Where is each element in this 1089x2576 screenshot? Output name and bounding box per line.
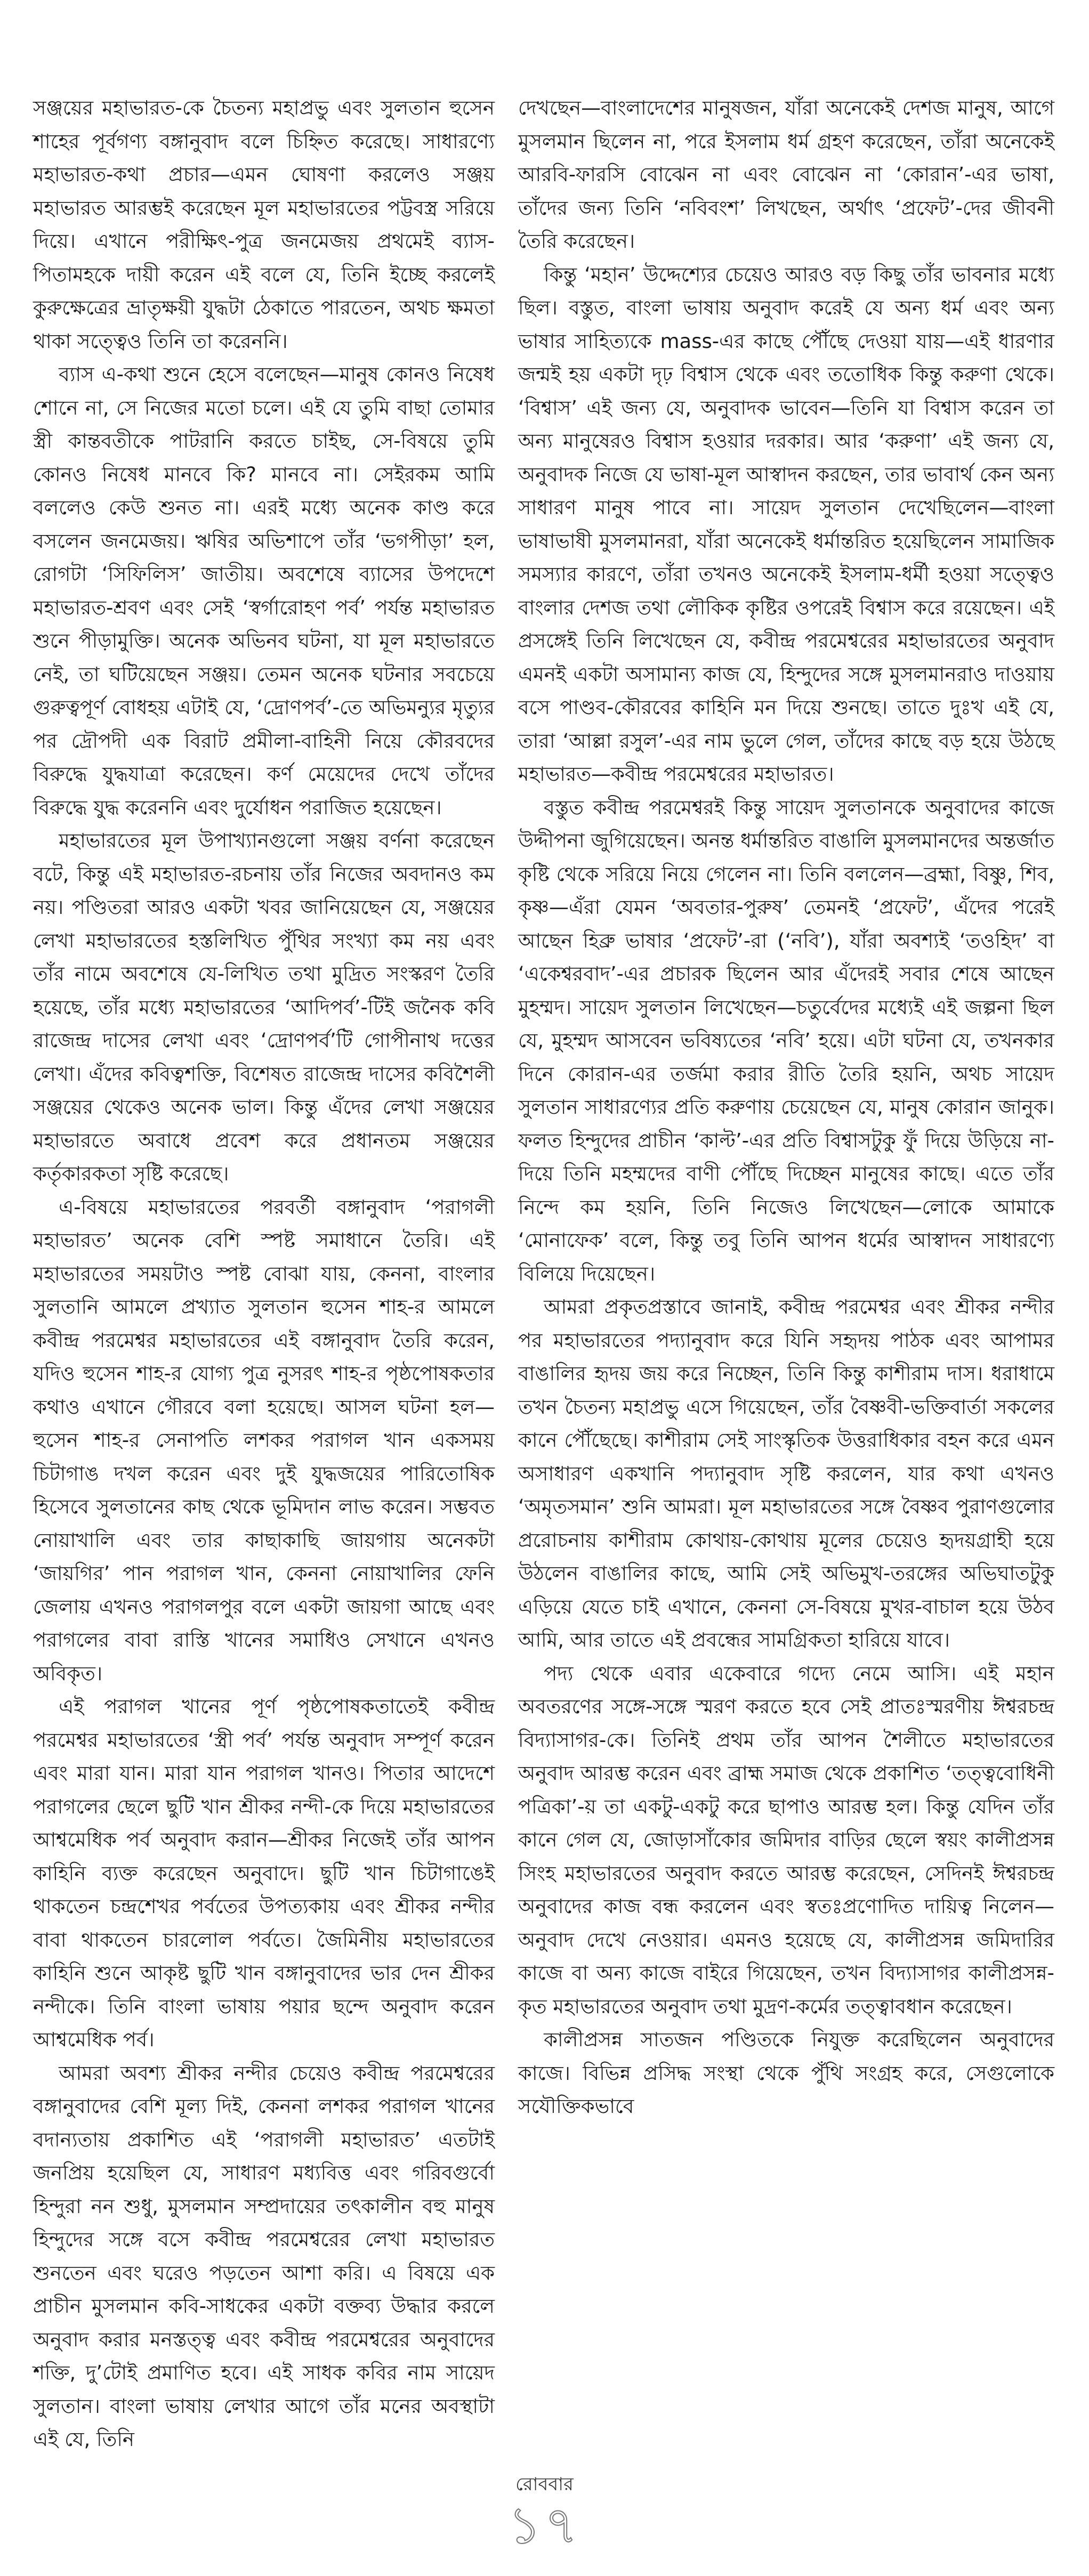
paragraph: কিন্তু ‘মহান’ উদ্দেশ্যের চেয়েও আরও বড় কিছু তাঁর ভাবনার মধ্যে ছিল। বস্তুত, বাংলা ভাষায় অনুবাদ করেই যে অন্য ধর্ম এবং অন্য ভাষার সাহিত্যকে mass-এর কাছে পৌঁছে দেওয়া যায়—এই ধারণার জন্মই হয় একটা দৃঢ় বিশ্বাস থেকে এবং ততোধিক কিন্তু করুণা থেকে। ‘বিশ্বাস’ এই জন্য যে, অনুবাদক ভাবেন—তিনি যা বিশ্বাস করেন তা অন্য মানুষেরও বিশ্বাস হওয়ার দরকার। আর ‘করুণা’ এই জন্য যে, অনুবাদক নিজে যে ভাষা-মূল আস্বাদন করছেন, তার ভাবার্থ কেন অন্য সাধারণ মানুষ পাবে না। সায়েদ সুলতান দেখেছিলেন—বাংলা ভাষাভাষী মুসলমানরা, যাঁরা অনেকেই ধর্মান্তরিত হয়েছিলেন সামাজিক সমস্যার কারণে, তাঁরা তখনও অনেকেই ইসলাম-ধর্মী হওয়া সত্ত্বেও বাংলার দেশজ তথা লৌকিক কৃষ্টির ওপরেই বিশ্বাস করে রয়েছেন। এই প্রসঙ্গেই তিনি লিখেছেন যে, কবীন্দ্র পরমেশ্বরের মহাভারতের অনুবাদ এমনই একটা অসামান্য কাজ যে, হিন্দুদের সঙ্গে মুসলমানরাও দাওয়ায় বসে পাণ্ডব-কৌরবের কাহিনি মন দিয়ে শুনছে। তাতে দুঃখ এই যে, তারা ‘আল্লা রসুল’-এর নাম ভুলে গেল, তাঁদের কাছে বড় হয়ে উঠছে মহাভারত—কবীন্দ্র পরমেশ্বরের মহাভারত। (518, 263, 1054, 785)
paragraph: কালীপ্রসন্ন সাতজন পণ্ডিতকে নিযুক্ত করেছিলেন অনুবাদের কাজে। বিভিন্ন প্রসিদ্ধ সংস্থা থেকে পুঁথি সংগ্রহ করে, সেগুলোকে সযৌক্তিকভাবে (518, 2028, 1054, 2118)
paragraph: এ-বিষয়ে মহাভারতের পরবর্তী বঙ্গানুবাদ ‘পরাগলী মহাভারত’ অনেক বেশি স্পষ্ট সমাধানে তৈরি। এই মহাভারতের সময়টাও স্পষ্ট বোঝা যায়, কেননা, বাংলার সুলতানি আমলে প্রখ্যাত সুলতান হুসেন শাহ-র আমলে কবীন্দ্র পরমেশ্বর মহাভারতের এই বঙ্গানুবাদ তৈরি করেন, যদিও হুসেন শাহ-র যোগ্য পুত্র নুসরৎ শাহ-র পৃষ্ঠপোষকতার কথাও এখানে গৌরবে বলা হয়েছে। আসল ঘটনা হল—হুসেন শাহ-র সেনাপতি লশকর পরাগল খান একসময় চিটাগাঙ দখল করেন এবং দুই যুদ্ধজয়ের পারিতোষিক হিসেবে সুলতানের কাছ থেকে ভূমিদান লাভ করেন। সম্ভবত নোয়াখালি এবং তার কাছাকাছি জায়গায় অনেকটা ‘জায়গির’ পান পরাগল খান, কেননা নোয়াখালির ফেনি জেলায় এখনও পরাগলপুর বলে একটা জায়গা আছে এবং পরাগলের বাবা রাস্তি খানের সমাধিও সেখানে এখনও অবিকৃত। (33, 1195, 495, 1685)
page-footer (0, 2457, 1089, 2555)
paragraph: আমরা অবশ্য শ্রীকর নন্দীর চেয়েও কবীন্দ্র পরমেশ্বরের বঙ্গানুবাদের বেশি মূল্য দিই, কেননা লশকর পরাগল খানের বদান্যতায় প্রকাশিত এই ‘পরাগলী মহাভারত’ এতটাই জনপ্রিয় হয়েছিল যে, সাধারণ মধ্যবিত্ত এবং গরিবগুর্বো হিন্দুরা নন শুধু, মুসলমান সম্প্রদায়ের তৎকালীন বহু মানুষ হিন্দুদের সঙ্গে বসে কবীন্দ্র পরমেশ্বরের লেখা মহাভারত শুনতেন এবং ঘরেও পড়তেন আশা করি। এ বিষয়ে এক প্রাচীন মুসলমান কবি-সাধকের একটা বক্তব্য উদ্ধার করলে অনুবাদ করার মনস্তত্ত্ব এবং কবীন্দ্র পরমেশ্বরের অনুবাদের শক্তি, দু’টোই প্রমাণিত হবে। এই সাধক কবির নাম সায়েদ সুলতান। বাংলা ভাষায় লেখার আগে তাঁর মনের অবস্থাটা এই যে, তিনি (33, 2061, 495, 2451)
paragraph: দেখছেন—বাংলাদেশের মানুষজন, যাঁরা অনেকেই দেশজ মানুষ, আগে মুসলমান ছিলেন না, পরে ইসলাম ধর্ম গ্রহণ করেছেন, তাঁরা অনেকেই আরবি-ফারসি বোঝেন না এবং বোঝেন না ‘কোরান’-এর ভাষা, তাঁদের জন্য তিনি ‘নবিবংশ’ লিখছেন, অর্থাৎ ‘প্রফেট’-দের জীবনী তৈরি করেছেন। (518, 96, 1054, 253)
article-column-left (33, 92, 495, 2457)
article-column-right (518, 92, 1054, 2124)
paragraph: পদ্য থেকে এবার একেবারে গদ্যে নেমে আসি। এই মহান অবতরণের সঙ্গে-সঙ্গে স্মরণ করতে হবে সেই প্রাতঃস্মরণীয় ঈশ্বরচন্দ্র বিদ্যাসাগর-কে। তিনিই প্রথম তাঁর আপন শৈলীতে মহাভারতের অনুবাদ আরম্ভ করেন এবং ব্রাহ্ম সমাজ থেকে প্রকাশিত ‘তত্ত্ববোধিনী পত্রিকা’-য় তা একটু-একটু করে ছাপাও আরম্ভ হল। কিন্তু যেদিন তাঁর কানে গেল যে, জোড়াসাঁকোর জমিদার বাড়ির ছেলে স্বয়ং কালীপ্রসন্ন সিংহ মহাভারতের অনুবাদ করতে আরম্ভ করেছেন, সেদিনই ঈশ্বরচন্দ্র অনুবাদের কাজ বন্ধ করলেন এবং স্বতঃপ্রণোদিত দায়িত্ব নিলেন—অনুবাদ দেখে নেওয়ার। এমনও হয়েছে যে, কালীপ্রসন্ন জমিদারির কাজে বা অন্য কাজে বাইরে গিয়েছেন, তখন বিদ্যাসাগর কালীপ্রসন্ন-কৃত মহাভারতের অনুবাদ তথা মুদ্রণ-কর্মের তত্ত্বাবধান করেছেন। (518, 1662, 1054, 2018)
paragraph: এই পরাগল খানের পূর্ণ পৃষ্ঠপোষকতাতেই কবীন্দ্র পরমেশ্বর মহাভারতের ‘স্ত্রী পর্ব’ পর্যন্ত অনুবাদ সম্পূর্ণ করেন এবং মারা যান। মারা যান পরাগল খানও। পিতার আদেশে পরাগলের ছেলে ছুটি খান শ্রীকর নন্দী-কে দিয়ে মহাভারতের আশ্বমেধিক পর্ব অনুবাদ করান—শ্রীকর নিজেই তাঁর আপন কাহিনি ব্যক্ত করেছেন অনুবাদে। ছুটি খান চিটাগাঙেই থাকতেন চন্দ্রশেখর পর্বতের উপত্যকায় এবং শ্রীকর নন্দীর বাবা থাকতেন চারলোল পর্বতে। জৈমিনীয় মহাভারতের কাহিনি শুনে আকৃষ্ট ছুটি খান বঙ্গানুবাদের ভার দেন শ্রীকর নন্দীকে। তিনি বাংলা ভাষায় পয়ার ছন্দে অনুবাদ করেন আশ্বমেধিক পর্ব। (33, 1695, 495, 2051)
magazine-name: রোববার (515, 2473, 574, 2495)
paragraph: ব্যাস এ-কথা শুনে হেসে বলেছেন—মানুষ কোনও নিষেধ শোনে না, সে নিজের মতো চলে। এই যে তুমি বাছা তোমার স্ত্রী কান্তবতীকে পাটরানি করতে চাইছ, সে-বিষয়ে তুমি কোনও নিষেধ মানবে কি? মানবে না। সেইরকম আমি বললেও কেউ শুনত না। এরই মধ্যে অনেক কাণ্ড করে বসলেন জনমেজয়। ঋষির অভিশাপে তাঁর ‘ভগপীড়া’ হল, রোগটা ‘সিফিলিস’ জাতীয়। অবশেষে ব্যাসের উপদেশে মহাভারত-শ্রবণ এবং সেই ‘স্বর্গারোহণ পর্ব’ পর্যন্ত মহাভারত শুনে পীড়ামুক্তি। অনেক অভিনব ঘটনা, যা মূল মহাভারতে নেই, তা ঘটিয়েছেন সঞ্জয়। তেমন অনেক ঘটনার সবচেয়ে গুরুত্বপূর্ণ বোধহয় এটাই যে, ‘দ্রোণপর্ব’-তে অভিমন্যুর মৃত্যুর পর দ্রৌপদী এক বিরাট প্রমীলা-বাহিনী নিয়ে কৌরবদের বিরুদ্ধে যুদ্ধযাত্রা করেছেন। কর্ণ মেয়েদের দেখে তাঁদের বিরুদ্ধে যুদ্ধ করেননি এবং দুর্যোধন পরাজিত হয়েছেন। (33, 363, 495, 819)
paragraph: বস্তুত কবীন্দ্র পরমেশ্বরই কিন্তু সায়েদ সুলতানকে অনুবাদের কাজে উদ্দীপনা জুগিয়েছেন। অনন্ত ধর্মান্তরিত বাঙালি মুসলমানদের অন্তর্জাত কৃষ্টি থেকে সরিয়ে নিয়ে গেলেন না। তিনি বললেন—ব্রহ্মা, বিষ্ণু, শিব, কৃষ্ণ—এঁরা যেমন ‘অবতার-পুরুষ’ তেমনই ‘প্রফেট’, এঁদের পরেই আছেন হিব্রু ভাষার ‘প্রফেট’-রা (‘নবি’), যাঁরা অবশ্যই ‘তওহিদ’ বা ‘একেশ্বরবাদ’-এর প্রচারক ছিলেন আর এঁদেরই সবার শেষে আছেন মুহম্মদ। সায়েদ সুলতান লিখেছেন—চতুর্বেদের মধ্যেই এই জল্পনা ছিল যে, মুহম্মদ আসবেন ভবিষ্যতের ‘নবি’ হয়ে। এটা ঘটনা যে, তখনকার দিনে কোরান-এর তর্জমা করার রীতি তৈরি হয়নি, অথচ সায়েদ সুলতান সাধারণ্যের প্রতি করুণায় চেয়েছেন যে, মানুষ কোরান জানুক। ফলত হিন্দুদের প্রাচীন ‘কাল্ট’-এর প্রতি বিশ্বাসটুকু ফুঁ দিয়ে উড়িয়ে না-দিয়ে তিনি মহম্মদের বাণী পৌঁছে দিচ্ছেন মানুষের কাছে। এতে তাঁর নিন্দে কম হয়নি, তিনি নিজেও লিখেছেন—লোকে আমাকে ‘মোনাফেক’ বলে, কিন্তু তবু তিনি আপন ধর্মের আস্বাদন সাধারণ্যে বিলিয়ে দিয়েছেন। (518, 796, 1054, 1285)
paragraph: মহাভারতের মূল উপাখ্যানগুলো সঞ্জয় বর্ণনা করেছেন বটে, কিন্তু এই মহাভারত-রচনায় তাঁর নিজের অবদানও কম নয়। পণ্ডিতরা আরও একটা খবর জানিয়েছেন যে, সঞ্জয়ের লেখা মহাভারতের হস্তলিখিত পুঁথির সংখ্যা কম নয় এবং তাঁর নামে অবশেষে যে-লিখিত তথা মুদ্রিত সংস্করণ তৈরি হয়েছে, তাঁর মধ্যে মহাভারতের ‘আদিপর্ব’-টিই জনৈক কবি রাজেন্দ্র দাসের লেখা এবং ‘দ্রোণপর্ব’টি গোপীনাথ দত্তের লেখা। এঁদের কবিত্বশক্তি, বিশেষত রাজেন্দ্র দাসের কবিশৈলী সঞ্জয়ের থেকেও অনেক ভাল। কিন্তু এঁদের লেখা সঞ্জয়ের মহাভারতে অবাধে প্রবেশ করে প্রধানতম সঞ্জয়ের কর্তৃকারকতা সৃষ্টি করেছে। (33, 829, 495, 1185)
page-number: ১৭ (508, 2495, 581, 2555)
paragraph: আমরা প্রকৃতপ্রস্তাবে জানাই, কবীন্দ্র পরমেশ্বর এবং শ্রীকর নন্দীর পর মহাভারতের পদ্যানুবাদ করে যিনি সহৃদয় পাঠক এবং আপামর বাঙালির হৃদয় জয় করে নিচ্ছেন, তিনি কিন্তু কাশীরাম দাস। ধরাধামে তখন চৈতন্য মহাপ্রভু এসে গিয়েছেন, তাঁর বৈষ্ণবী-ভক্তিবার্তা সকলের কানে পৌঁছেছে। কাশীরাম সেই সাংস্কৃতিক উত্তরাধিকার বহন করে এমন অসাধারণ একখানি পদ্যানুবাদ সৃষ্টি করলেন, যার কথা এখনও ‘অমৃতসমান’ শুনি আমরা। মূল মহাভারতের সঙ্গে বৈষ্ণব পুরাণগুলোর প্ররোচনায় কাশীরাম কোথায়-কোথায় মূলের চেয়েও হৃদয়গ্রাহী হয়ে উঠলেন বাঙালির কাছে, আমি সেই অভিমুখ-তরঙ্গের অভিঘাতটুকু এড়িয়ে যেতে চাই এখানে, কেননা সে-বিষয়ে মুখর-বাচাল হয়ে উঠব আমি, আর তাতে এই প্রবন্ধের সামগ্রিকতা হারিয়ে যাবে। (518, 1295, 1054, 1651)
article-body (33, 92, 1089, 2457)
paragraph: সঞ্জয়ের মহাভারত-কে চৈতন্য মহাপ্রভু এবং সুলতান হুসেন শাহের পূর্বগণ্য বঙ্গানুবাদ বলে চিহ্নিত করেছে। সাধারণ্যে মহাভারত-কথা প্রচার—এমন ঘোষণা করলেও সঞ্জয় মহাভারত আরম্ভই করেছেন মূল মহাভারতের পট্টবস্ত্র সরিয়ে দিয়ে। এখানে পরীক্ষিৎ-পুত্র জনমেজয় প্রথমেই ব্যাস-পিতামহকে দায়ী করেন এই বলে যে, তিনি ইচ্ছে করলেই কুরুক্ষেত্রের ভ্রাতৃক্ষয়ী যুদ্ধটা ঠেকাতে পারতেন, অথচ ক্ষমতা থাকা সত্ত্বেও তিনি তা করেননি। (33, 96, 495, 353)
